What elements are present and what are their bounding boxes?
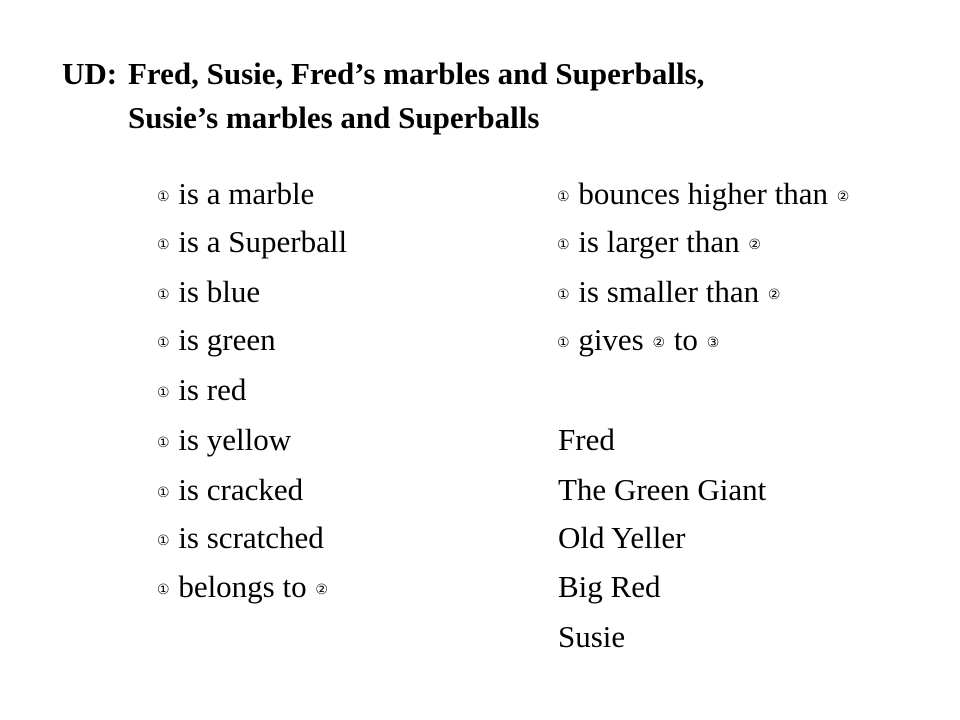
predicate-definition: ① gives ② to ③ [556,320,720,363]
constant-value: Susie [558,619,626,654]
predicate-definition: ① is red [156,370,246,413]
predicate-definition: ① is larger than ② [556,222,762,265]
predicate-definition: ① bounces higher than ② [556,174,850,217]
circled-one-icon: ① [557,189,570,205]
ud-label: UD: [62,56,118,91]
predicate-definition: ① is a Superball [156,222,347,265]
circled-two-icon: ② [767,287,781,303]
circled-two-icon: ② [652,335,666,351]
circled-one-icon: ① [157,385,170,401]
circled-one-icon: ① [157,582,170,598]
circled-two-icon: ② [836,189,850,205]
circled-two-icon: ② [315,582,328,598]
constant-value: The Green Giant [558,472,767,507]
predicate-definition: ① is blue [156,272,260,315]
circled-one-icon: ① [157,485,170,501]
predicate-definition: ① is cracked [156,470,303,513]
predicate-definition: ① is scratched [156,518,324,561]
circled-one-icon: ① [157,237,170,253]
circled-one-icon: ① [157,287,170,303]
circled-one-icon: ① [157,335,170,351]
circled-one-icon: ① [157,533,170,549]
circled-one-icon: ① [557,335,570,351]
circled-one-icon: ① [557,237,570,253]
constant-value: Big Red [558,569,661,604]
circled-one-icon: ① [557,287,570,303]
circled-one-icon: ① [157,189,170,205]
circled-three-icon: ③ [706,335,720,351]
circled-one-icon: ① [157,435,170,451]
predicate-definition: ① is a marble [156,174,314,217]
predicate-definition: ① is smaller than ② [556,272,781,315]
circled-two-icon: ② [748,237,761,253]
ud-line-2: Susie’s marbles and Superballs [128,100,540,135]
constant-value: Fred [558,422,615,457]
constant-value: Old Yeller [558,520,686,555]
predicate-definition: ① belongs to ② [156,567,329,610]
predicate-definition: ① is yellow [156,420,291,463]
predicate-definition: ① is green [156,320,276,363]
ud-line-1: Fred, Susie, Fred’s marbles and Superballs, [128,56,705,91]
